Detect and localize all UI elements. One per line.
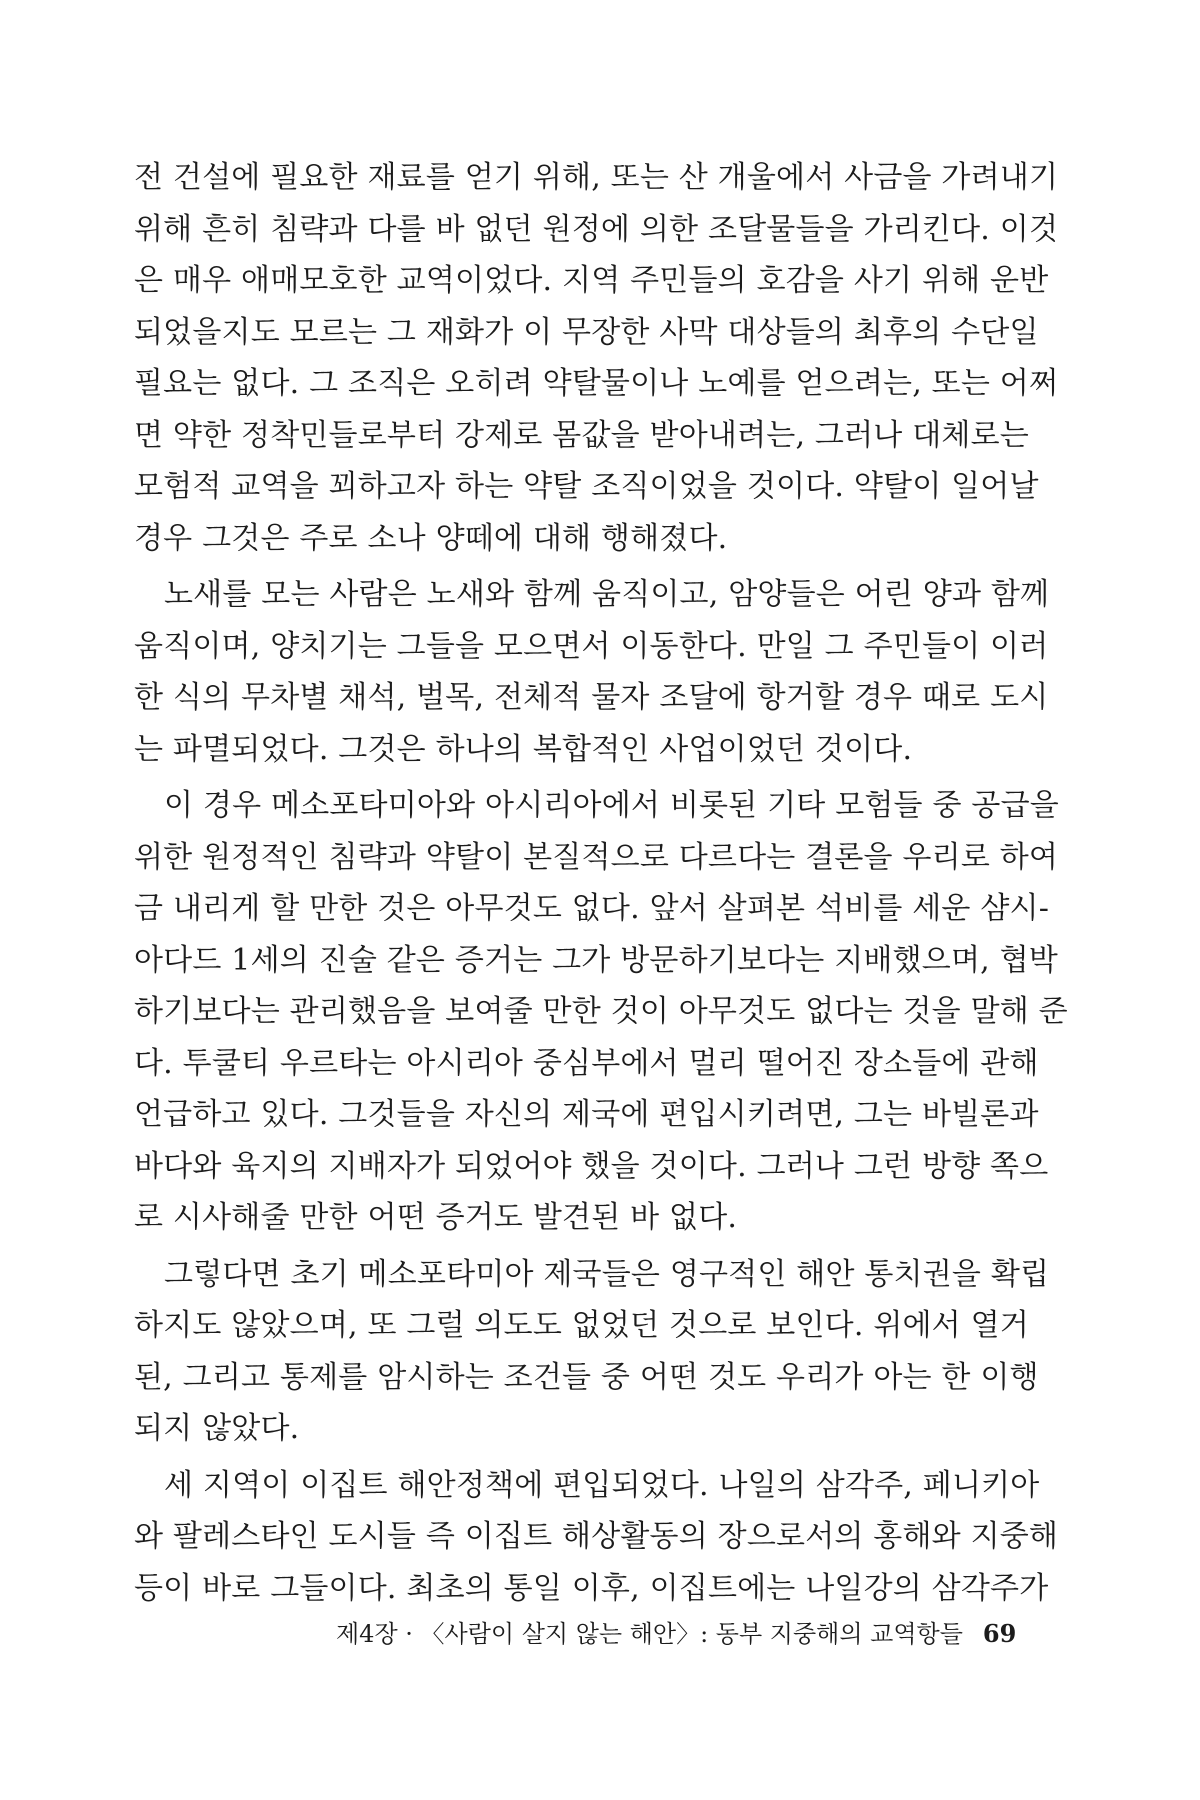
text-line: 그렇다면 초기 메소포타미아 제국들은 영구적인 해안 통치권을 확립 [164,1256,1050,1292]
running-head: 제4장 · 〈사람이 살지 않는 해안〉: 동부 지중해의 교역항들 [336,1620,963,1648]
paragraph [134,1460,1059,1615]
text-line: 되었을지도 모르는 그 재화가 이 무장한 사막 대상들의 최후의 수단일 [134,314,1039,350]
text-line: 필요는 없다. 그 조직은 오히려 약탈물이나 노예를 얻으려는, 또는 어쩌 [134,366,1059,401]
text-line: 은 매우 애매모호한 교역이었다. 지역 주민들의 호감을 사기 위해 운반 [134,263,1049,298]
page-number: 69 [982,1619,1017,1648]
text-line: 이 경우 메소포타미아와 아시리아에서 비롯된 기타 모험들 중 공급을 [164,788,1059,823]
text-line: 하지도 않았으며, 또 그럴 의도도 없었던 것으로 보인다. 위에서 열거 [134,1308,1029,1343]
text-line: 세 지역이 이집트 해안정책에 편입되었다. 나일의 삼각주, 페니키아 [164,1467,1040,1503]
page-footer [336,1617,1016,1651]
body-text [134,152,1068,1614]
text-line: 경우 그것은 주로 소나 양떼에 대해 행해졌다. [134,520,728,556]
paragraph [134,569,1050,775]
paragraph [134,1249,1050,1455]
text-line: 한 식의 무차별 채석, 벌목, 전체적 물자 조달에 항거할 경우 때로 도시 [134,680,1049,715]
text-line: 모험적 교역을 꾀하고자 하는 약탈 조직이었을 것이다. 약탈이 일어날 [134,469,1039,504]
text-line: 면 약한 정착민들로부터 강제로 몸값을 받아내려는, 그러나 대체로는 [134,417,1029,453]
text-line: 되지 않았다. [134,1411,300,1446]
text-line: 와 팔레스타인 도시들 즉 이집트 해상활동의 장으로서의 홍해와 지중해 [134,1519,1059,1554]
text-line: 금 내리게 할 만한 것은 아무것도 없다. 앞서 살펴본 석비를 세운 샴시- [134,891,1050,926]
text-line: 된, 그리고 통제를 암시하는 조건들 중 어떤 것도 우리가 아는 한 이행 [134,1359,1039,1395]
text-line: 로 시사해줄 만한 어떤 증거도 발견된 바 없다. [134,1200,738,1235]
text-line: 움직이며, 양치기는 그들을 모으면서 이동한다. 만일 그 주민들이 이러 [134,628,1049,664]
text-line: 는 파멸되었다. 그것은 하나의 복합적인 사업이었던 것이다. [134,731,913,767]
text-line: 하기보다는 관리했음을 보여줄 만한 것이 아무것도 없다는 것을 말해 준 [134,994,1068,1029]
paragraph [134,152,1059,564]
text-line: 바다와 육지의 지배자가 되었어야 했을 것이다. 그러나 그런 방향 쪽으 [134,1148,1049,1184]
text-line: 다. 투쿨티 우르타는 아시리아 중심부에서 멀리 떨어진 장소들에 관해 [134,1045,1039,1081]
text-line: 전 건설에 필요한 재료를 얻기 위해, 또는 산 개울에서 사금을 가려내기 [134,160,1059,195]
text-line: 아다드 1세의 진술 같은 증거는 그가 방문하기보다는 지배했으며, 협박 [134,942,1058,978]
text-line: 언급하고 있다. 그것들을 자신의 제국에 편입시키려면, 그는 바빌론과 [134,1097,1039,1132]
text-line: 위한 원정적인 침략과 약탈이 본질적으로 다르다는 결론을 우리로 하여 [134,839,1059,875]
text-line: 등이 바로 그들이다. 최초의 통일 이후, 이집트에는 나일강의 삼각주가 [134,1570,1049,1606]
text-line: 위해 흔히 침략과 다를 바 없던 원정에 의한 조달물들을 가리킨다. 이것 [134,211,1059,247]
paragraph [134,780,1068,1244]
text-line: 노새를 모는 사람은 노새와 함께 움직이고, 암양들은 어린 양과 함께 [164,577,1050,612]
